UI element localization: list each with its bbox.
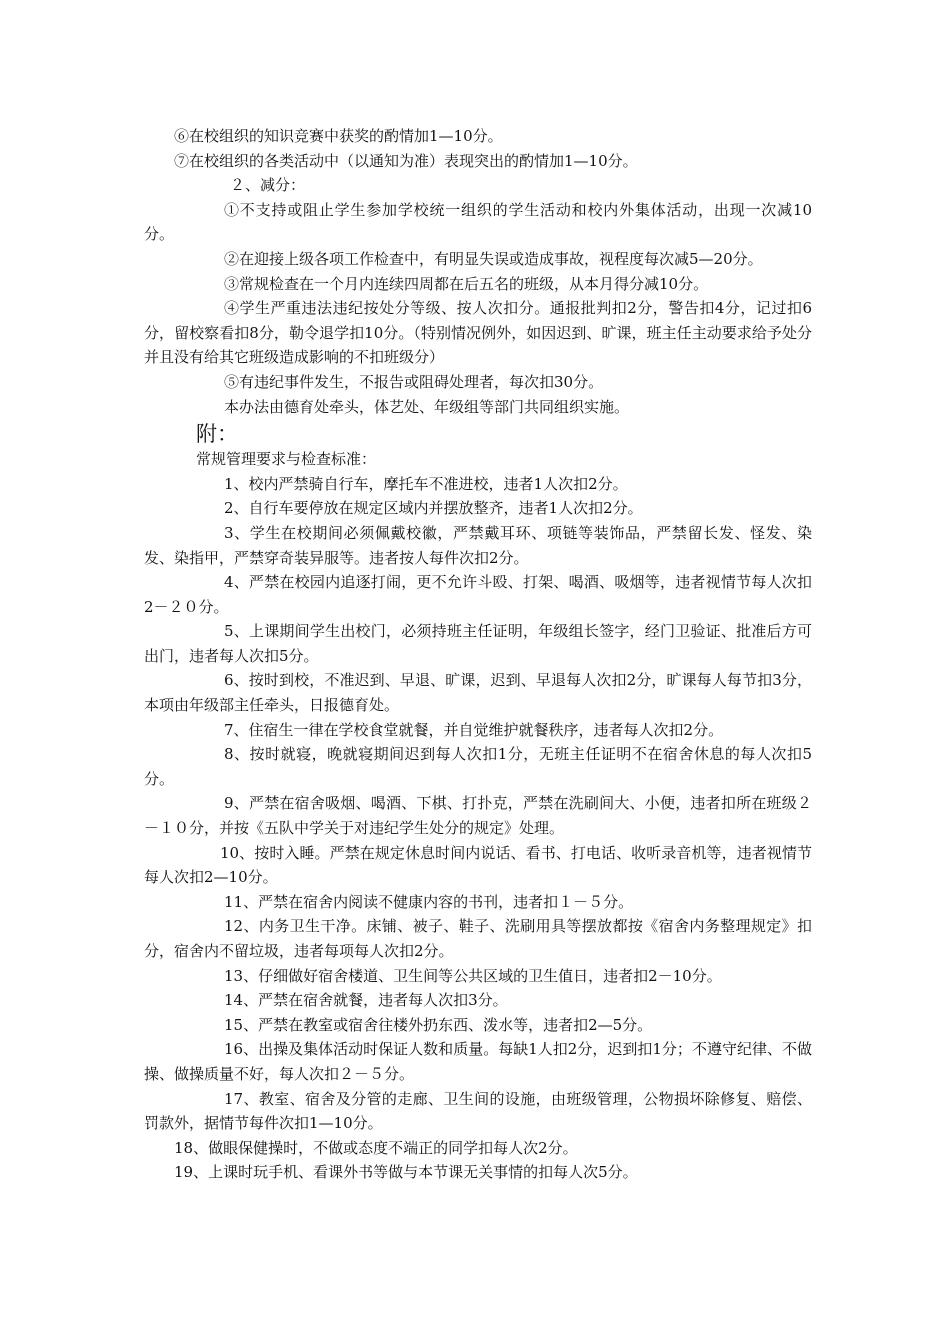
- deduction-item-5: ⑤有违纪事件发生，不报告或阻碍处理者，每次扣30分。: [224, 372, 604, 391]
- implementation-note: 本办法由德育处牵头，体艺处、年级组等部门共同组织实施。: [224, 397, 630, 416]
- rule-item: 16、出操及集体活动时保证人数和质量。每缺1人扣2分，迟到扣1分；不遵守纪律、不做操、做操质量不好，每人次扣２－５分。: [144, 1040, 812, 1083]
- rule-item: 11、严禁在宿舍内阅读不健康内容的书刊，违者扣１－５分。: [224, 892, 634, 911]
- rule-item: 10、按时入睡。严禁在规定休息时间内说话、看书、打电话、收听录音机等，违者视情节每人次扣2—10分。: [144, 843, 812, 887]
- bonus-item-6: ⑥在校组织的知识竞赛中获奖的酌情加1—10分。: [174, 127, 503, 145]
- rule-item: 6、按时到校，不准迟到、早退、旷课，迟到、早退每人次扣2分，旷课每人每节扣3分，本项由年级部主任牵头，日报德育处。: [144, 671, 812, 715]
- rule-item: 9、严禁在宿舍吸烟、喝酒、下棋、打扑克，严禁在洗刷间大、小便，违者扣所在班级２－１０分，并按《五队中学关于对违纪学生处分的规定》处理。: [144, 794, 812, 838]
- appendix-title: 附：: [196, 422, 238, 447]
- deduction-item-3: ③常规检查在一个月内连续四周都在后五名的班级，从本月得分减10分。: [224, 274, 709, 293]
- rule-item: 5、上课期间学生出校门，必须持班主任证明，年级组长签字，经门卫验证、批准后方可出门，违者每人次扣5分。: [144, 622, 812, 665]
- document-content: [144, 124, 812, 1185]
- rule-item: 2、自行车要停放在规定区域内并摆放整齐，违者1人次扣2分。: [224, 499, 643, 518]
- deduction-item-4: ④学生严重违法违纪按处分等级、按人次扣分。通报批判扣2分，警告扣4分，记过扣6分，留校察看扣8分，勒令退学扣10分。（特别情况例外，如因迟到、旷课，班主任主动要求给予处分并且没有给其它班级造成影响的不扣班级分）: [144, 299, 812, 367]
- rule-item: 17、教室、宿舍及分管的走廊、卫生间的设施，由班级管理，公物损坏除修复、赔偿、罚款外，据情节每件次扣1—10分。: [144, 1089, 812, 1133]
- deduction-heading: ２、减分：: [230, 176, 306, 195]
- rule-item: 18、做眼保健操时，不做或态度不端正的同学扣每人次2分。: [174, 1138, 578, 1157]
- appendix-subtitle: 常规管理要求与检查标准：: [196, 450, 377, 469]
- bonus-item-7: ⑦在校组织的各类活动中（以通知为准）表现突出的酌情加1—10分。: [174, 151, 638, 170]
- deduction-item-2: ②在迎接上级各项工作检查中，有明显失误或造成事故，视程度每次减5—20分。: [224, 249, 763, 268]
- rule-item: 8、按时就寝，晚就寝期间迟到每人次扣1分，无班主任证明不在宿舍休息的每人次扣5分。: [144, 745, 812, 788]
- rule-item: 15、严禁在教室或宿舍往楼外扔东西、泼水等，违者扣2—5分。: [224, 1015, 653, 1034]
- rule-item: 4、严禁在校园内追逐打闹，更不允许斗殴、打架、喝酒、吸烟等，违者视情节每人次扣2－２０分。: [144, 573, 812, 616]
- rule-item: 1、校内严禁骑自行车，摩托车不准进校，违者1人次扣2分。: [224, 474, 628, 493]
- rule-item: 14、严禁在宿舍就餐，违者每人次扣3分。: [224, 991, 508, 1010]
- rule-item: 3、学生在校期间必须佩戴校徽，严禁戴耳环、项链等装饰品，严禁留长发、怪发、染发、染指甲，严禁穿奇装异服等。违者按人每件次扣2分。: [144, 523, 812, 567]
- rule-item: 19、上课时玩手机、看课外书等做与本节课无关事情的扣每人次5分。: [174, 1163, 638, 1182]
- rule-item: 12、内务卫生干净。床铺、被子、鞋子、洗刷用具等摆放都按《宿舍内务整理规定》扣分，宿舍内不留垃圾，违者每项每人次扣2分。: [144, 917, 812, 960]
- rule-item: 13、仔细做好宿舍楼道、卫生间等公共区域的卫生值日，违者扣2－10分。: [224, 966, 722, 985]
- deduction-item-1: ①不支持或阻止学生参加学校统一组织的学生活动和校内外集体活动，出现一次减10分。: [144, 200, 812, 244]
- rule-item: 7、住宿生一律在学校食堂就餐，并自觉维护就餐秩序，违者每人次扣2分。: [224, 720, 724, 739]
